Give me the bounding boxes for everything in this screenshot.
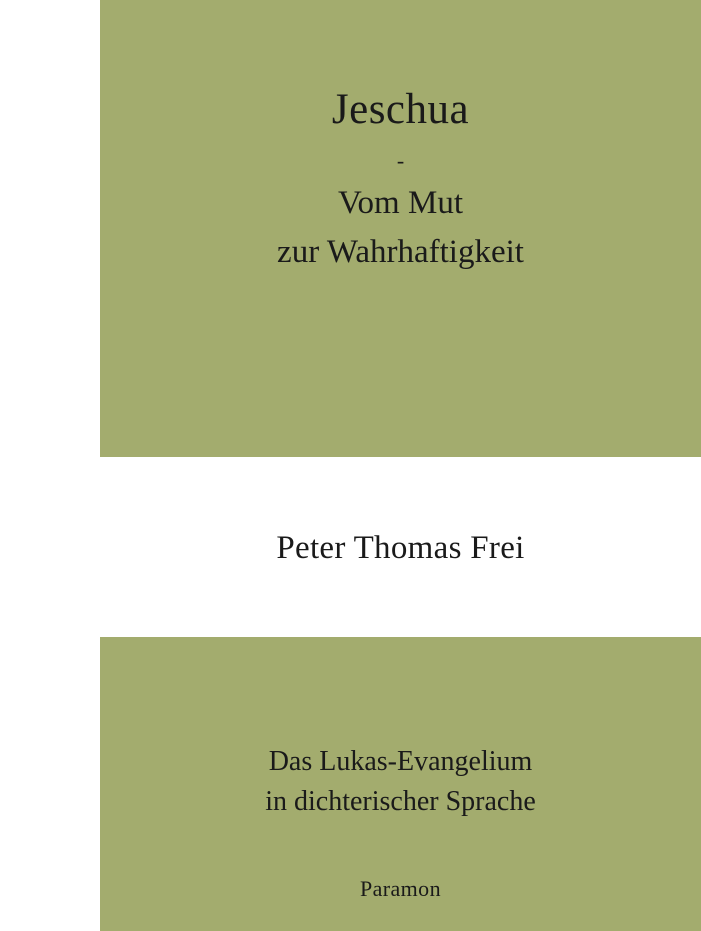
book-subtitle-line-1: Vom Mut	[337, 184, 463, 221]
cover-description	[100, 742, 701, 822]
publisher-name: Paramon	[359, 876, 441, 901]
title-block	[100, 85, 701, 276]
book-title: Jeschua	[331, 86, 470, 133]
cover-description-line-1: Das Lukas-Evangelium	[268, 746, 533, 777]
cover-description-line-2: in dichterischer Sprache	[265, 785, 536, 817]
title-separator: -	[396, 147, 405, 173]
author-name: Peter Thomas Frei	[276, 530, 525, 566]
book-subtitle-line-2: zur Wahrhaftigkeit	[277, 234, 524, 271]
